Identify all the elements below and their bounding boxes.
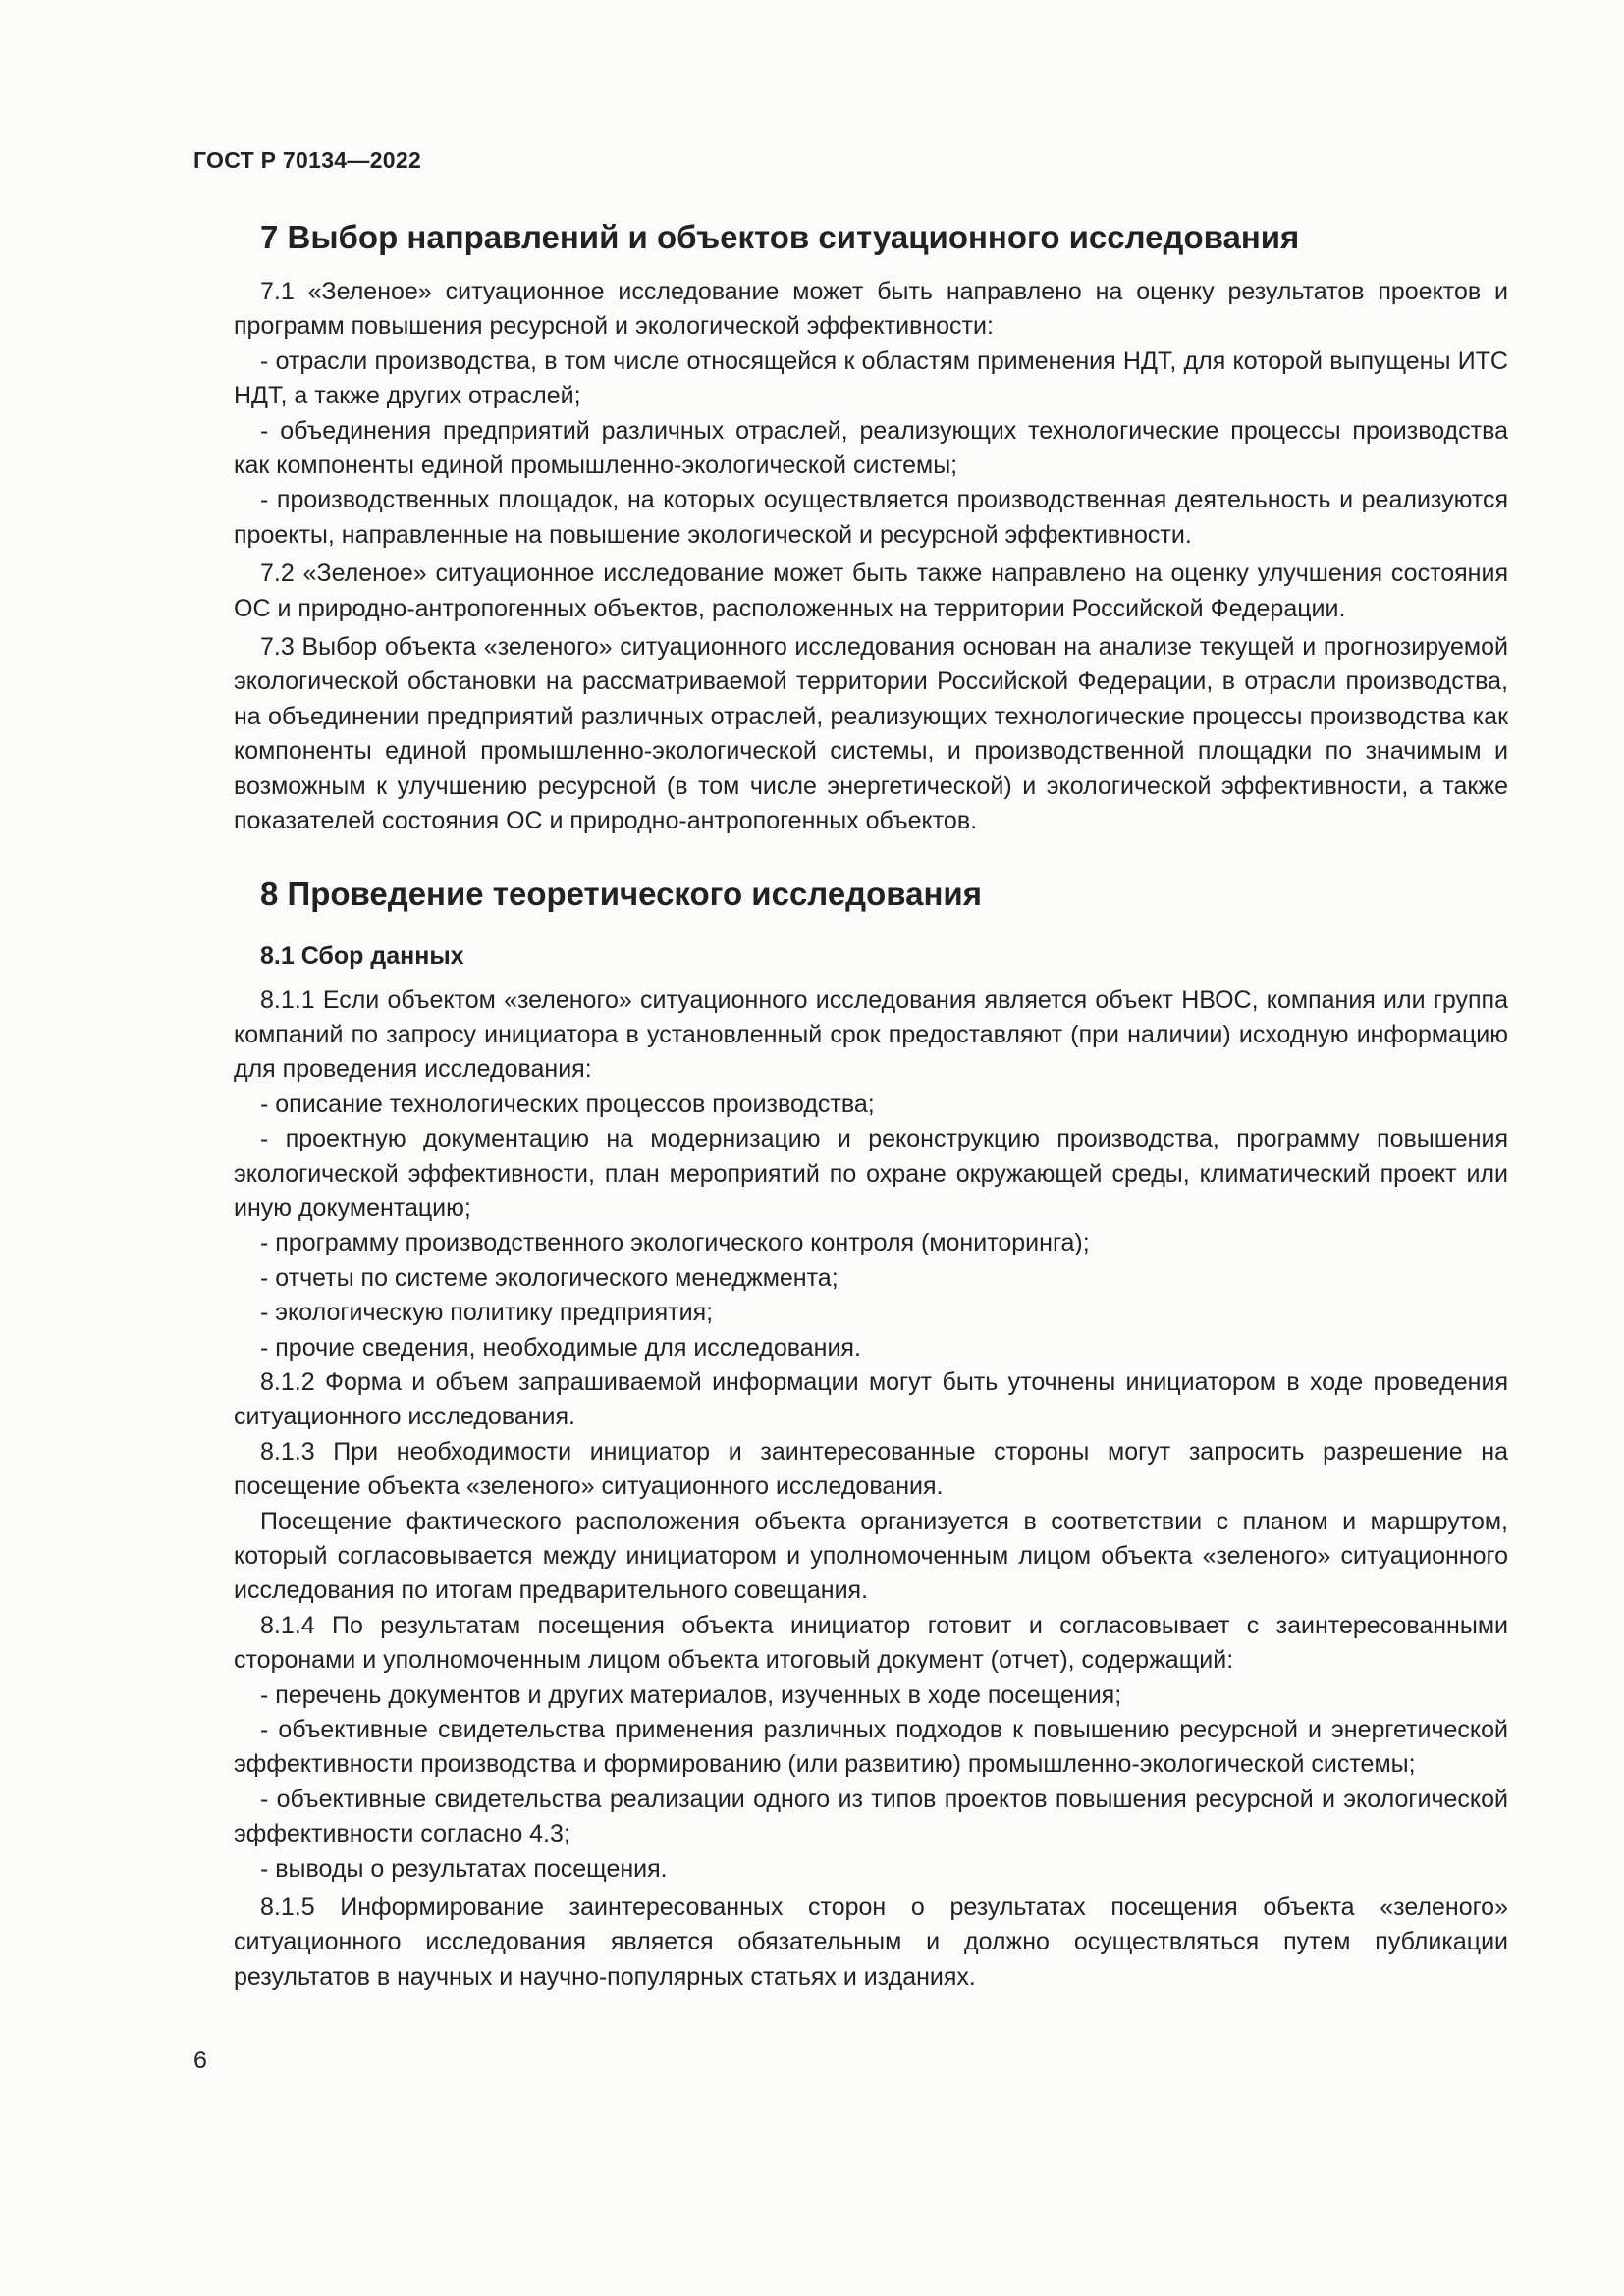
list-item: - выводы о результатах посещения.: [260, 1854, 668, 1883]
list-item: - объединения предприятий различных отраслей, реализующих технологические процессы производства как компоненты единой промышленно-экологической системы;: [234, 416, 1508, 480]
paragraph-7-2: 7.2 «Зеленое» ситуационное исследование может быть также направлено на оценку улучшения состояния ОС и природно-антропогенных объектов, расположенных на территории Российской Федерации.: [234, 560, 1508, 622]
section-7-title: 7 Выбор направлений и объектов ситуационного исследования: [260, 219, 1300, 255]
paragraph-8-1-3: 8.1.3 При необходимости инициатор и заинтересованные стороны могут запросить разрешение на посещение объекта «зеленого» ситуационного исследования.: [234, 1437, 1508, 1501]
list-item: - производственных площадок, на которых осуществляется производственная деятельность и реализуются проекты, направленные на повышение экологической и ресурсной эффективности.: [234, 486, 1508, 549]
document-body: [234, 218, 1508, 1995]
paragraph-8-1-2: 8.1.2 Форма и объем запрашиваемой информации могут быть уточнены инициатором в ходе проведения ситуационного исследования.: [234, 1367, 1508, 1431]
list-item: - объективные свидетельства реализации одного из типов проектов повышения ресурсной и экологической эффективности согласно 4.3;: [234, 1785, 1508, 1848]
list-item: - описание технологических процессов производства;: [260, 1090, 875, 1118]
page-number: 6: [193, 2047, 207, 2074]
document-id-header: ГОСТ Р 70134—2022: [193, 147, 422, 173]
subsection-8-1-title: 8.1 Сбор данных: [260, 941, 464, 970]
list-item: - объективные свидетельства применения различных подходов к повышению ресурсной и энергетической эффективности производства и формированию (или развитию) промышленно-экологической системы;: [234, 1716, 1508, 1779]
list-item: - прочие сведения, необходимые для исследования.: [260, 1333, 861, 1362]
paragraph-7-3: 7.3 Выбор объекта «зеленого» ситуационного исследования основан на анализе текущей и прогнозируемой экологической обстановки на рассматриваемой территории Российской Федерации, в отрасли производства, на объединении предприятий различных отраслей, реализующих технологические процессы производства как компоненты единой промышленно-экологической системы, и производственной площадки по значимым и возможным к улучшению ресурсной (в том числе энергетической) и экологической эффективности, а также показателей состояния ОС и природно-антропогенных объектов.: [234, 633, 1508, 835]
section-8-title: 8 Проведение теоретического исследования: [260, 875, 982, 912]
list-item: - программу производственного экологического контроля (мониторинга);: [260, 1229, 1090, 1257]
list-item: - проектную документацию на модернизацию и реконструкцию производства, программу повышения экологической эффективности, план мероприятий по охране окружающей среды, климатический проект или иную документацию;: [234, 1125, 1508, 1222]
paragraph-8-1-5: 8.1.5 Информирование заинтересованных сторон о результатах посещения объекта «зеленого» ситуационного исследования является обязательным и должно осуществляться путем публикации результатов в научных и научно-популярных статьях и изданиях.: [234, 1894, 1508, 1991]
list-item: - отчеты по системе экологического менеджмента;: [260, 1263, 839, 1292]
list-item: - отрасли производства, в том числе относящейся к областям применения НДТ, для которой выпущены ИТС НДТ, а также других отраслей;: [234, 347, 1508, 410]
list-item: - экологическую политику предприятия;: [260, 1299, 714, 1327]
paragraph-7-1: 7.1 «Зеленое» ситуационное исследование может быть направлено на оценку результатов проектов и программ повышения ресурсной и экологической эффективности:: [234, 278, 1508, 341]
paragraph-8-1-1: 8.1.1 Если объектом «зеленого» ситуационного исследования является объект НВОС, компания или группа компаний по запросу инициатора в установленный срок предоставляют (при наличии) исходную информацию для проведения исследования:: [234, 986, 1508, 1084]
paragraph-8-1-3-continued: Посещение фактического расположения объекта организуется в соответствии с планом и маршрутом, который согласовывается между инициатором и уполномоченным лицом объекта «зеленого» ситуационного исследования по итогам предварительного совещания.: [234, 1507, 1508, 1605]
paragraph-8-1-4: 8.1.4 По результатам посещения объекта инициатор готовит и согласовывает с заинтересованными сторонами и уполномоченным лицом объекта итоговый документ (отчет), содержащий:: [234, 1611, 1508, 1675]
list-item: - перечень документов и других материалов, изученных в ходе посещения;: [260, 1681, 1122, 1709]
